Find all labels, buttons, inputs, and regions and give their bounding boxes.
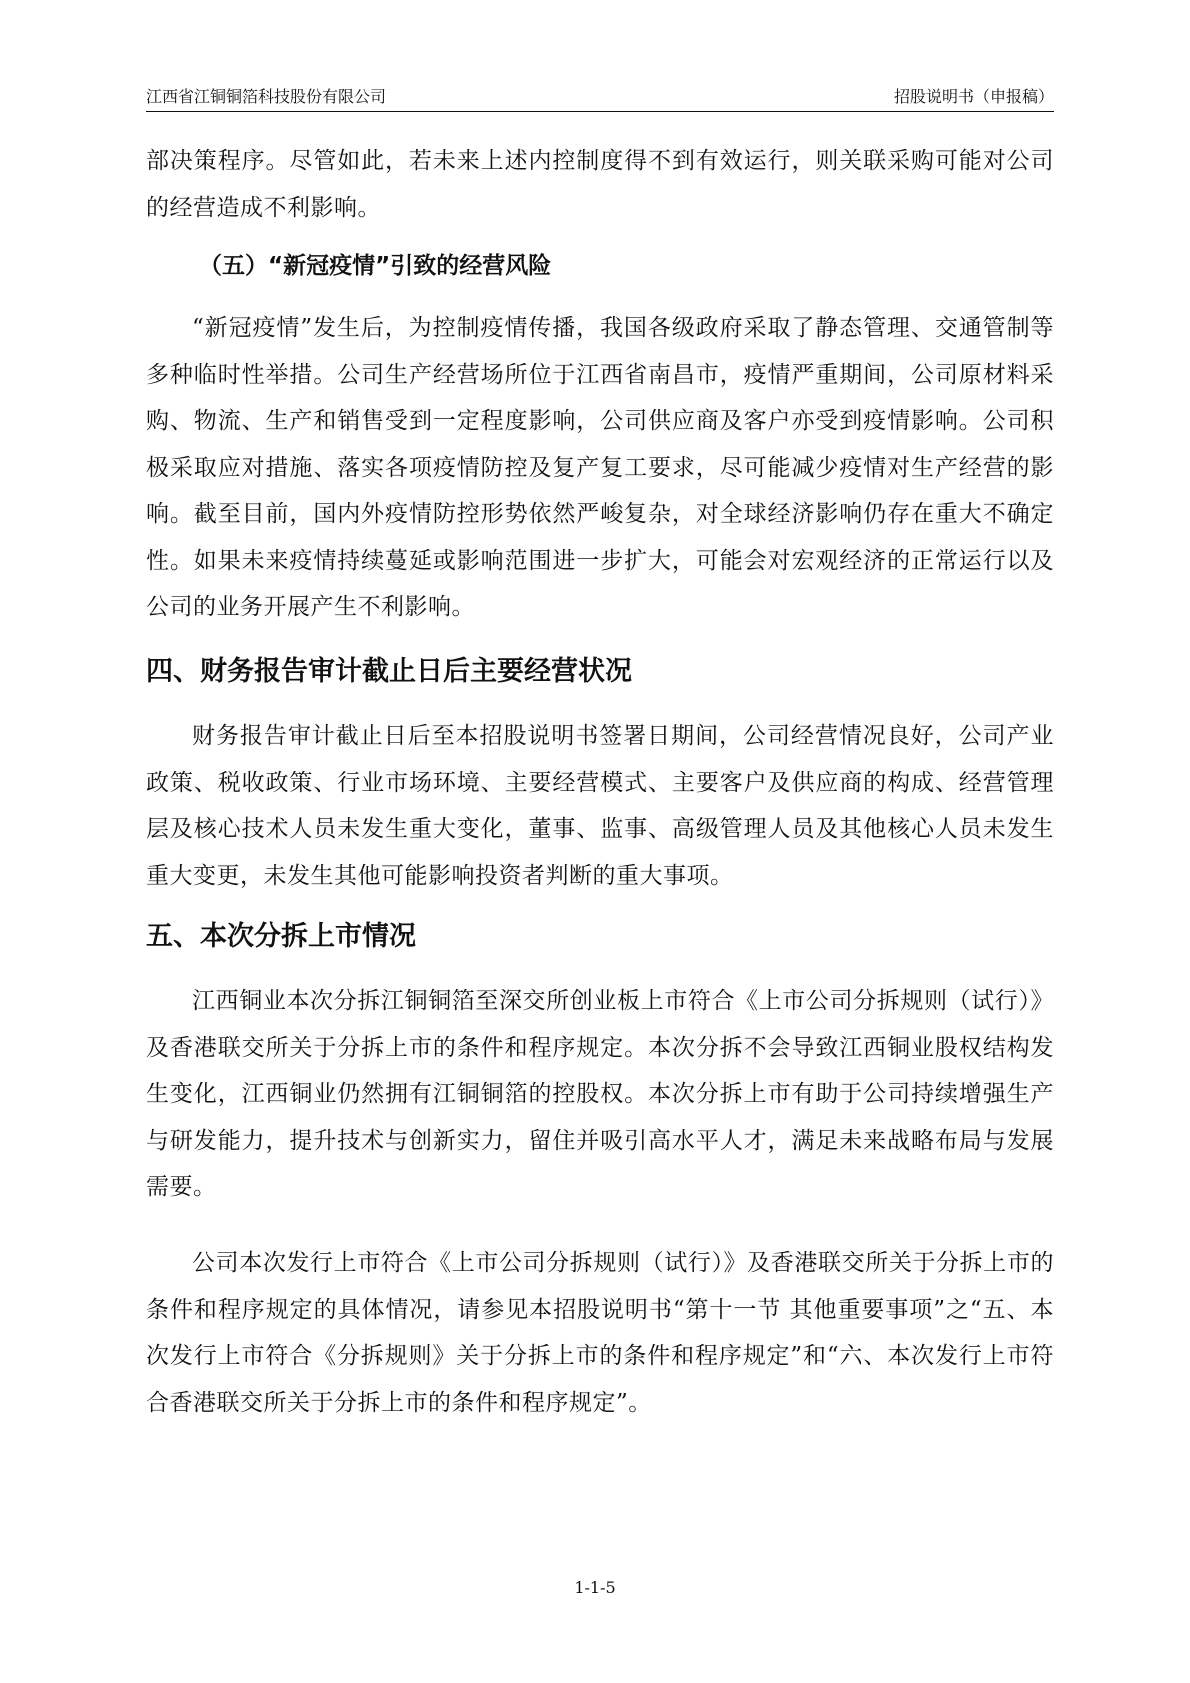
header-company: 江西省江铜铜箔科技股份有限公司 [146,87,387,106]
paragraph-covid-risk [146,305,1054,631]
header-doc-type: 招股说明书（申报稿） [893,87,1054,106]
paragraph-text: 部决策程序。尽管如此，若未来上述内控制度得不到有效运行，则关联采购可能对公司的经营造成不利影响。 [146,148,1054,221]
paragraph-text: 公司本次发行上市符合《上市公司分拆规则（试行）》及香港联交所关于分拆上市的条件和程序规定的具体情况，请参见本招股说明书“第十一节 其他重要事项”之“五、本次发行上市符合《分拆规则》关于分拆上市的条件和程序规定”和“六、本次发行上市符合香港联交所关于分拆上市的条件和程序规定”。 [146,1250,1054,1416]
paragraph-text: 江西铜业本次分拆江铜铜箔至深交所创业板上市符合《上市公司分拆规则（试行）》及香港联交所关于分拆上市的条件和程序规定。本次分拆不会导致江西铜业股权结构发生变化，江西铜业仍然拥有江铜铜箔的控股权。本次分拆上市有助于公司持续增强生产与研发能力，提升技术与创新实力，留住并吸引高水平人才，满足未来战略布局与发展需要。 [146,988,1054,1200]
paragraph-spin-off [146,978,1054,1211]
paragraph-text: 财务报告审计截止日后至本招股说明书签署日期间，公司经营情况良好，公司产业政策、税收政策、行业市场环境、主要经营模式、主要客户及供应商的构成、经营管理层及核心技术人员未发生重大变化，董事、监事、高级管理人员及其他核心人员未发生重大变更，未发生其他可能影响投资者判断的重大事项。 [146,723,1054,889]
section-heading-post-audit: 四、财务报告审计截止日后主要经营状况 [146,656,632,687]
page-number: 1-1-5 [574,1578,616,1597]
paragraph-text: “新冠疫情”发生后，为控制疫情传播，我国各级政府采取了静态管理、交通管制等多种临时性举措。公司生产经营场所位于江西省南昌市，疫情严重期间，公司原材料采购、物流、生产和销售受到一定程度影响，公司供应商及客户亦受到疫情影响。公司积极采取应对措施、落实各项疫情防控及复产复工要求，尽可能减少疫情对生产经营的影响。截至目前，国内外疫情防控形势依然严峻复杂，对全球经济影响仍存在重大不确定性。如果未来疫情持续蔓延或影响范围进一步扩大，可能会对宏观经济的正常运行以及公司的业务开展产生不利影响。 [146,315,1054,620]
paragraph-post-audit [146,713,1054,899]
subsection-heading-covid-risk: （五）“新冠疫情”引致的经营风险 [199,253,552,279]
paragraph-spin-off-reference [146,1240,1054,1426]
running-header [146,86,1054,108]
paragraph-continued [146,138,1054,231]
header-divider [146,111,1054,112]
section-heading-spin-off: 五、本次分拆上市情况 [146,921,416,952]
